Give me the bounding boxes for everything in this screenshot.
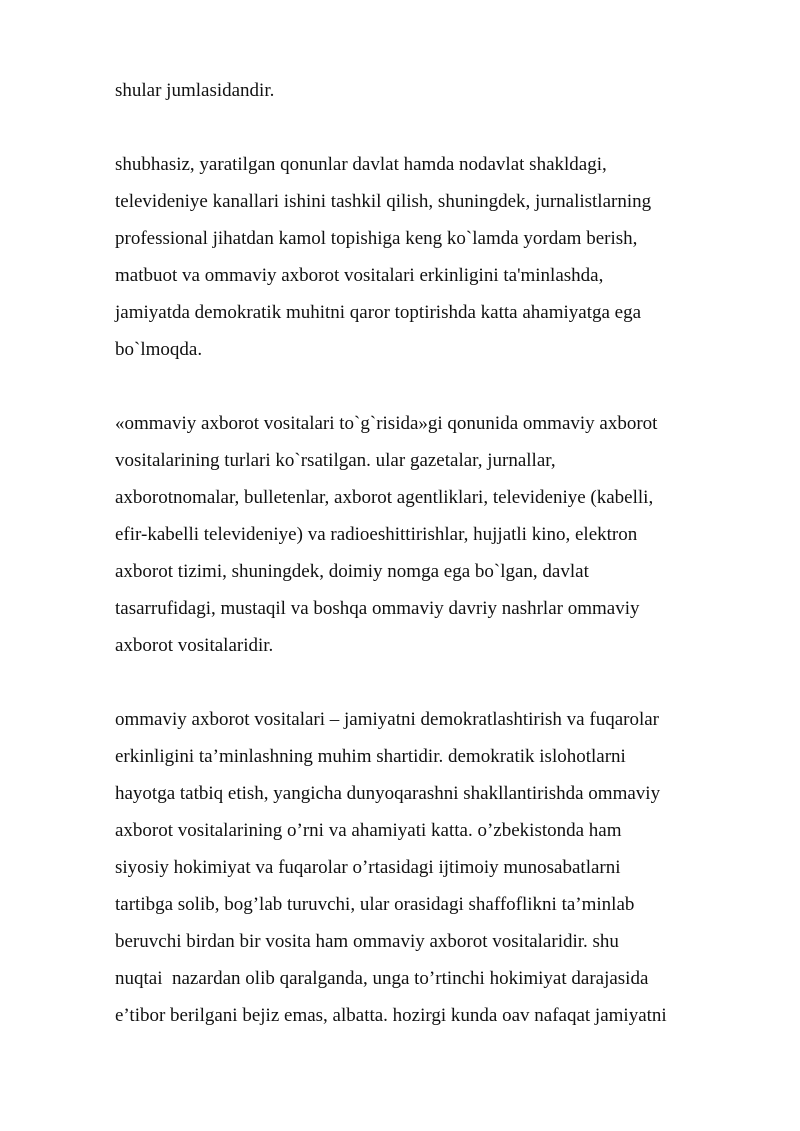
text-line: «ommaviy axborot vositalari to`g`risida»gi qonunida ommaviy axborot xyxy=(115,413,658,434)
paragraph-gap xyxy=(115,368,755,405)
text-line: axborot tizimi, shuningdek, doimiy nomga ega bo`lgan, davlat xyxy=(115,561,589,582)
text-line: axborot vositalaridir. xyxy=(115,635,274,656)
text-line: nuqtai nazardan olib qaralganda, unga to’rtinchi hokimiyat darajasida xyxy=(115,968,649,989)
text-line: jamiyatda demokratik muhitni qaror toptirishda katta ahamiyatga ega xyxy=(115,302,642,323)
text-line: beruvchi birdan bir vosita ham ommaviy axborot vositalaridir. shu xyxy=(115,931,619,952)
text-line: bo`lmoqda. xyxy=(115,339,203,360)
paragraph-3 xyxy=(115,405,755,664)
text-line: e’tibor berilgani bejiz emas, albatta. hozirgi kunda oav nafaqat jamiyatni xyxy=(115,1005,667,1026)
text-line: efir-kabelli televideniye) va radioeshittirishlar, hujjatli kino, elektron xyxy=(115,524,638,545)
text-line: shular jumlasidandir. xyxy=(115,80,275,101)
text-line: axborotnomalar, bulletenlar, axborot agentliklari, televideniye (kabelli, xyxy=(115,487,654,508)
paragraph-gap xyxy=(115,109,755,146)
text-line: tartibga solib, bog’lab turuvchi, ular orasidagi shaffoflikni ta’minlab xyxy=(115,894,635,915)
paragraph-gap xyxy=(115,664,755,701)
text-line: axborot vositalarining o’rni va ahamiyati katta. o’zbekistonda ham xyxy=(115,820,622,841)
paragraph-4 xyxy=(115,701,755,1034)
text-line: professional jihatdan kamol topishiga keng ko`lamda yordam berish, xyxy=(115,228,638,249)
text-line: siyosiy hokimiyat va fuqarolar o’rtasidagi ijtimoiy munosabatlarni xyxy=(115,857,621,878)
paragraph-1 xyxy=(115,72,755,109)
document-body xyxy=(115,72,755,1034)
text-line: matbuot va ommaviy axborot vositalari erkinligini ta'minlashda, xyxy=(115,265,604,286)
text-line: shubhasiz, yaratilgan qonunlar davlat hamda nodavlat shakldagi, xyxy=(115,154,607,175)
paragraph-2 xyxy=(115,146,755,368)
text-line: tasarrufidagi, mustaqil va boshqa ommaviy davriy nashrlar ommaviy xyxy=(115,598,640,619)
text-line: erkinligini ta’minlashning muhim shartidir. demokratik islohotlarni xyxy=(115,746,626,767)
text-line: hayotga tatbiq etish, yangicha dunyoqarashni shakllantirishda ommaviy xyxy=(115,783,661,804)
text-line: ommaviy axborot vositalari – jamiyatni demokratlashtirish va fuqarolar xyxy=(115,709,659,730)
text-line: vositalarining turlari ko`rsatilgan. ular gazetalar, jurnallar, xyxy=(115,450,556,471)
text-line: televideniye kanallari ishini tashkil qilish, shuningdek, jurnalistlarning xyxy=(115,191,652,212)
